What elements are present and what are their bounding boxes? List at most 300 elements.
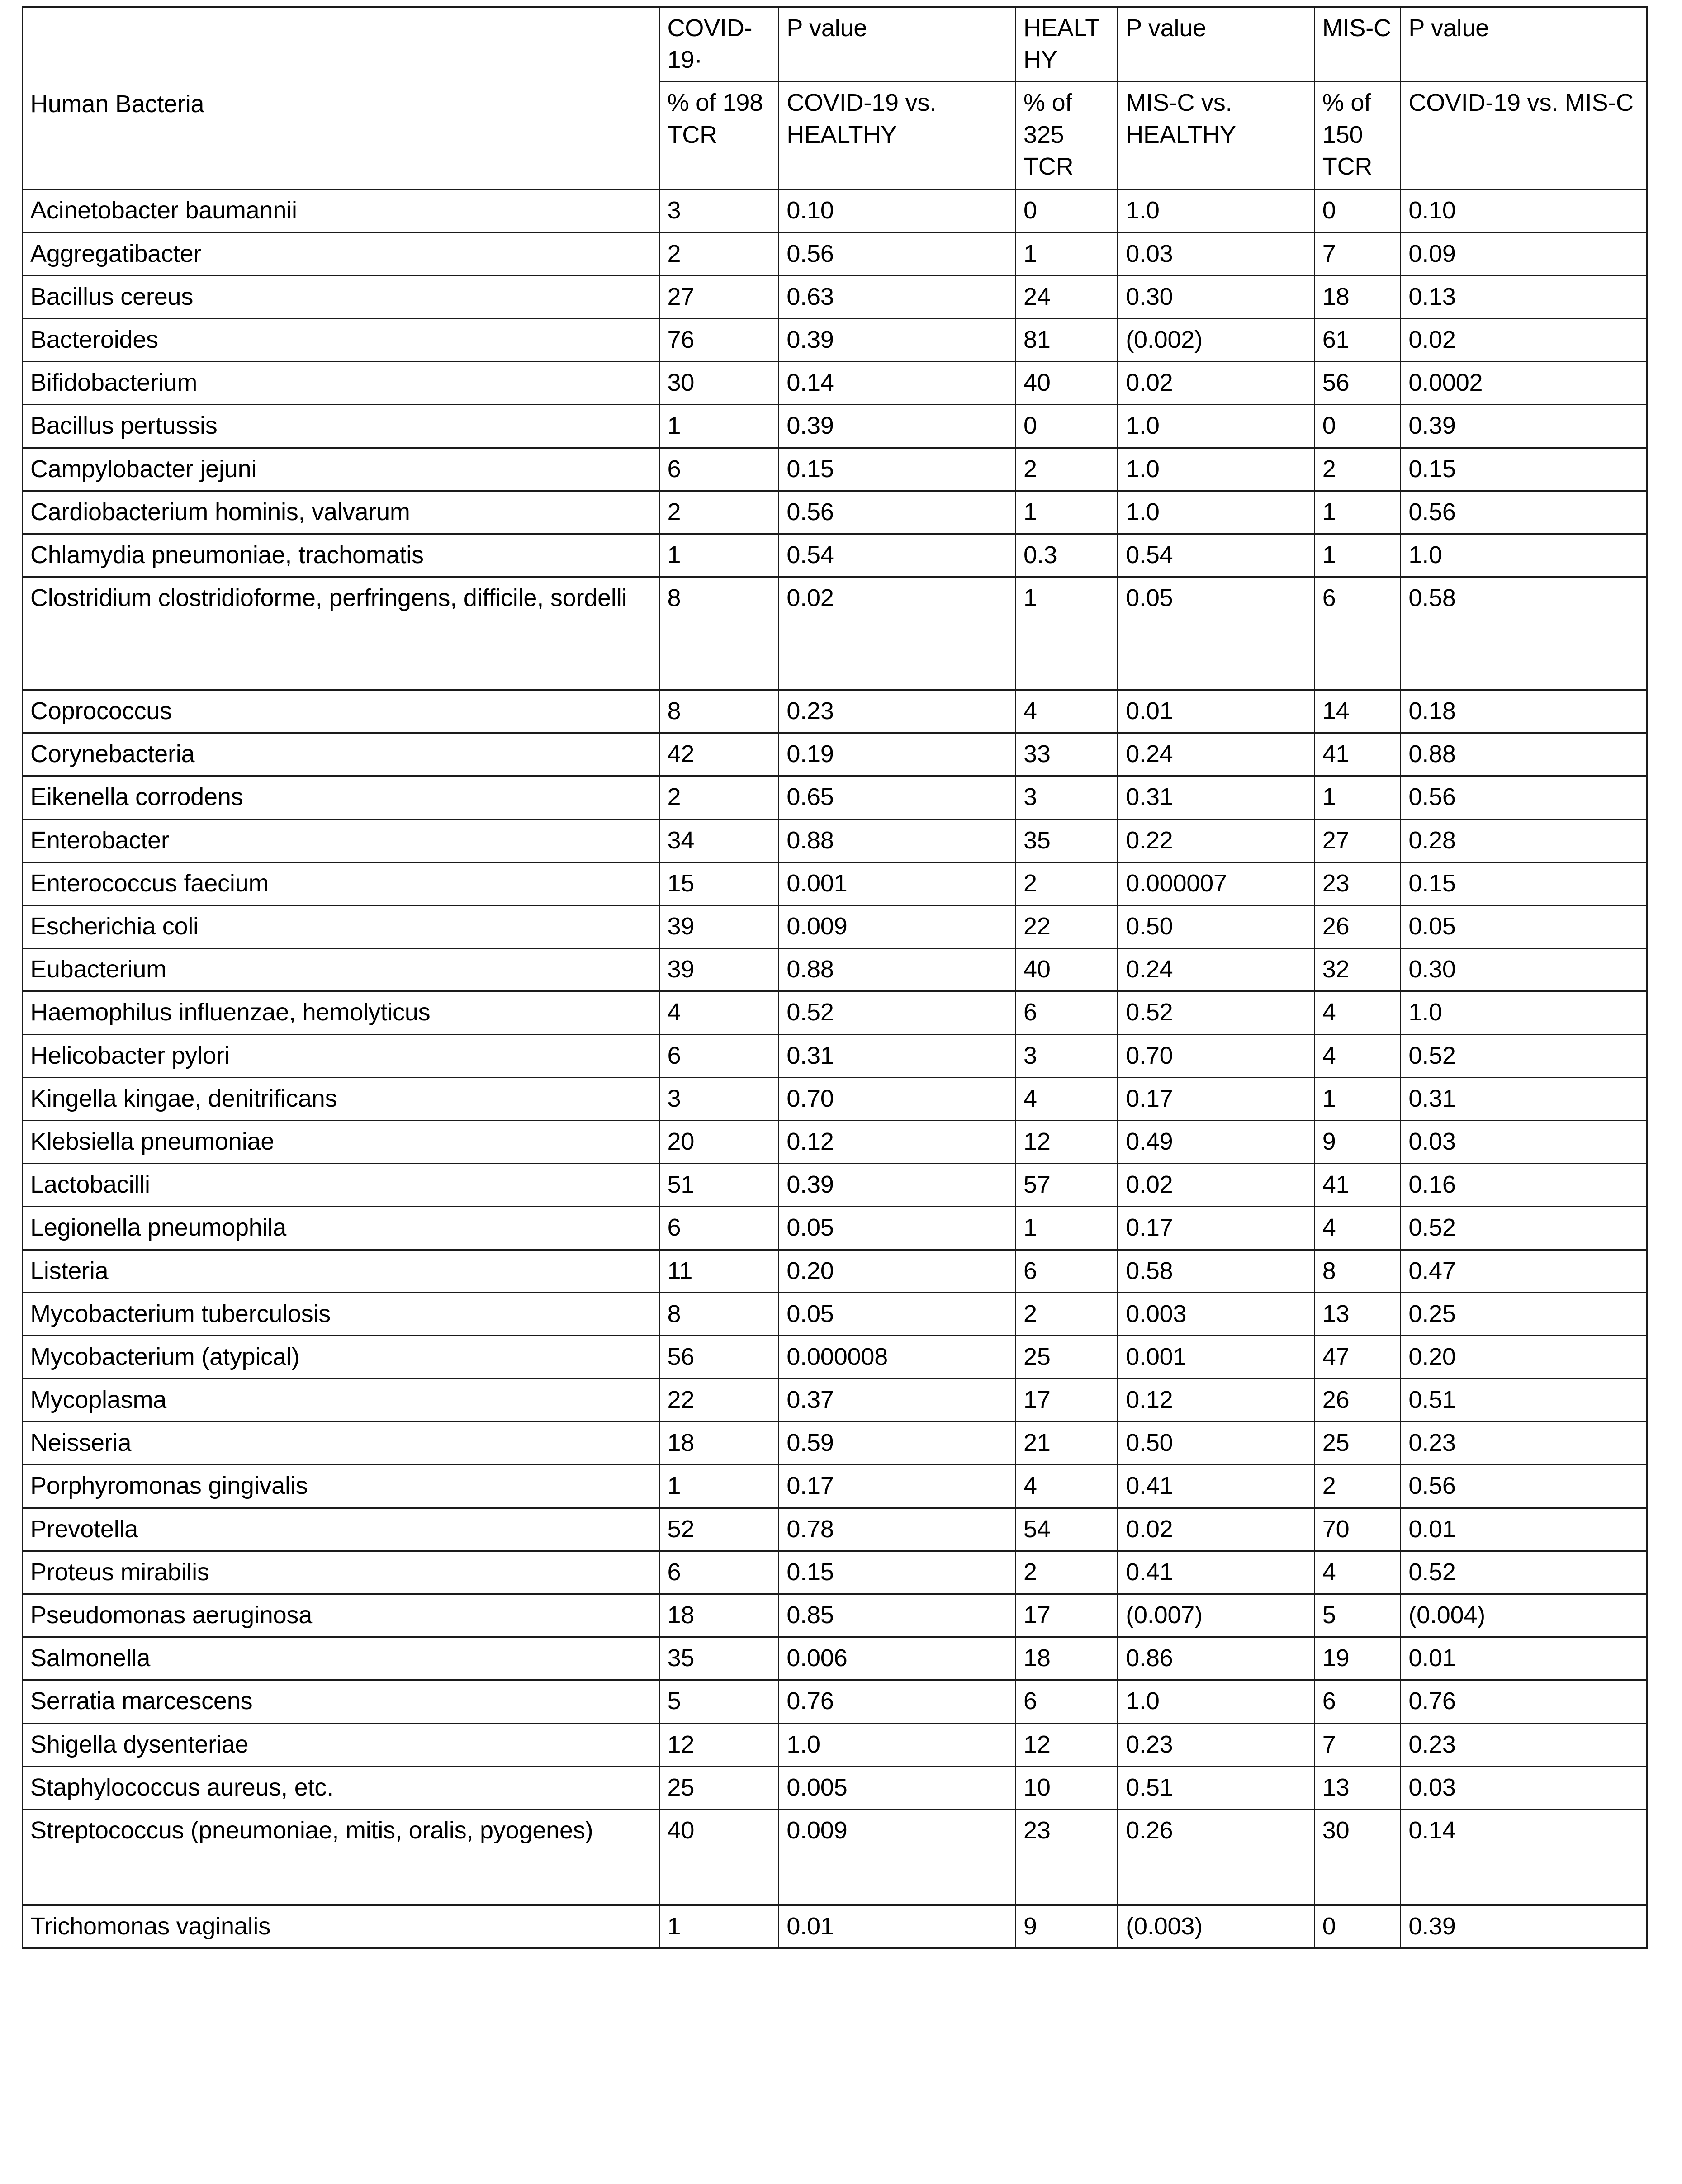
cell-healthy-pct: 4	[1016, 690, 1118, 733]
cell-bacteria-name: Campylobacter jejuni	[23, 448, 660, 491]
cell-covid19-pct: 52	[659, 1508, 779, 1551]
cell-covid19-pct: 3	[659, 190, 779, 232]
table-row	[23, 232, 1647, 275]
cell-bacteria-name: Aggregatibacter	[23, 232, 660, 275]
table-row	[23, 190, 1647, 232]
cell-misc-pct: 5	[1314, 1594, 1401, 1637]
cell-pvalue-covid-vs-healthy: 0.02	[779, 577, 1016, 690]
cell-pvalue-misc-vs-healthy: 0.41	[1118, 1551, 1315, 1594]
cell-covid19-pct: 35	[659, 1637, 779, 1680]
cell-pvalue-covid-vs-healthy: 0.000008	[779, 1336, 1016, 1379]
cell-bacteria-name: Mycoplasma	[23, 1379, 660, 1422]
cell-pvalue-misc-vs-healthy: 0.02	[1118, 1508, 1315, 1551]
cell-healthy-pct: 21	[1016, 1422, 1118, 1465]
table-row	[23, 733, 1647, 776]
cell-bacteria-name: Kingella kingae, denitrificans	[23, 1077, 660, 1120]
table-row	[23, 1766, 1647, 1809]
cell-pvalue-covid-vs-misc: 0.15	[1401, 448, 1647, 491]
table-row	[23, 534, 1647, 577]
cell-pvalue-covid-vs-healthy: 0.76	[779, 1680, 1016, 1723]
header-blank-corner	[23, 7, 660, 82]
cell-healthy-pct: 0.3	[1016, 534, 1118, 577]
cell-covid19-pct: 42	[659, 733, 779, 776]
cell-pvalue-covid-vs-healthy: 0.006	[779, 1637, 1016, 1680]
cell-covid19-pct: 8	[659, 1293, 779, 1336]
cell-pvalue-misc-vs-healthy: 0.001	[1118, 1336, 1315, 1379]
header-pvalue-1: P value	[779, 7, 1016, 82]
cell-pvalue-covid-vs-healthy: 0.12	[779, 1120, 1016, 1163]
cell-covid19-pct: 56	[659, 1336, 779, 1379]
cell-pvalue-covid-vs-misc: 0.23	[1401, 1422, 1647, 1465]
cell-pvalue-covid-vs-misc: 0.58	[1401, 577, 1647, 690]
cell-pvalue-covid-vs-healthy: 0.10	[779, 190, 1016, 232]
cell-bacteria-name: Chlamydia pneumoniae, trachomatis	[23, 534, 660, 577]
cell-misc-pct: 25	[1314, 1422, 1401, 1465]
table-header-row-2	[23, 82, 1647, 190]
cell-pvalue-covid-vs-misc: 0.39	[1401, 1905, 1647, 1948]
cell-pvalue-misc-vs-healthy: 0.86	[1118, 1637, 1315, 1680]
table-row	[23, 1809, 1647, 1905]
cell-pvalue-misc-vs-healthy: 0.70	[1118, 1034, 1315, 1077]
cell-pvalue-misc-vs-healthy: 0.17	[1118, 1207, 1315, 1250]
table-row	[23, 1508, 1647, 1551]
table-row	[23, 1207, 1647, 1250]
cell-pvalue-covid-vs-healthy: 0.05	[779, 1207, 1016, 1250]
cell-pvalue-covid-vs-healthy: 0.88	[779, 948, 1016, 991]
cell-misc-pct: 26	[1314, 1379, 1401, 1422]
table-row	[23, 1723, 1647, 1766]
cell-covid19-pct: 76	[659, 318, 779, 361]
cell-pvalue-covid-vs-misc: 0.56	[1401, 776, 1647, 819]
cell-pvalue-covid-vs-healthy: 0.15	[779, 448, 1016, 491]
cell-pvalue-covid-vs-healthy: 0.17	[779, 1465, 1016, 1508]
cell-bacteria-name: Acinetobacter baumannii	[23, 190, 660, 232]
cell-pvalue-misc-vs-healthy: 0.02	[1118, 1164, 1315, 1207]
cell-misc-pct: 1	[1314, 776, 1401, 819]
cell-healthy-pct: 25	[1016, 1336, 1118, 1379]
cell-pvalue-misc-vs-healthy: 0.24	[1118, 948, 1315, 991]
cell-misc-pct: 4	[1314, 1207, 1401, 1250]
cell-pvalue-misc-vs-healthy: 0.01	[1118, 690, 1315, 733]
cell-misc-pct: 61	[1314, 318, 1401, 361]
table-row	[23, 1465, 1647, 1508]
cell-pvalue-covid-vs-healthy: 0.23	[779, 690, 1016, 733]
cell-misc-pct: 2	[1314, 1465, 1401, 1508]
cell-pvalue-covid-vs-healthy: 0.005	[779, 1766, 1016, 1809]
cell-bacteria-name: Shigella dysenteriae	[23, 1723, 660, 1766]
cell-pvalue-covid-vs-healthy: 0.63	[779, 275, 1016, 318]
cell-covid19-pct: 1	[659, 1465, 779, 1508]
header-covid19-sub: % of 198 TCR	[659, 82, 779, 190]
cell-pvalue-misc-vs-healthy: 0.03	[1118, 232, 1315, 275]
cell-misc-pct: 56	[1314, 362, 1401, 405]
table-row	[23, 405, 1647, 448]
cell-misc-pct: 27	[1314, 819, 1401, 862]
cell-covid19-pct: 40	[659, 1809, 779, 1905]
cell-healthy-pct: 12	[1016, 1120, 1118, 1163]
cell-pvalue-covid-vs-misc: 0.51	[1401, 1379, 1647, 1422]
cell-healthy-pct: 2	[1016, 448, 1118, 491]
cell-misc-pct: 19	[1314, 1637, 1401, 1680]
cell-pvalue-covid-vs-healthy: 1.0	[779, 1723, 1016, 1766]
table-row	[23, 275, 1647, 318]
cell-misc-pct: 0	[1314, 1905, 1401, 1948]
cell-healthy-pct: 3	[1016, 1034, 1118, 1077]
cell-healthy-pct: 23	[1016, 1809, 1118, 1905]
cell-pvalue-covid-vs-misc: 0.10	[1401, 190, 1647, 232]
cell-pvalue-covid-vs-misc: 0.03	[1401, 1766, 1647, 1809]
cell-covid19-pct: 18	[659, 1422, 779, 1465]
cell-covid19-pct: 20	[659, 1120, 779, 1163]
cell-bacteria-name: Haemophilus influenzae, hemolyticus	[23, 991, 660, 1034]
table-row	[23, 1293, 1647, 1336]
cell-pvalue-misc-vs-healthy: 0.30	[1118, 275, 1315, 318]
cell-bacteria-name: Helicobacter pylori	[23, 1034, 660, 1077]
cell-covid19-pct: 12	[659, 1723, 779, 1766]
cell-pvalue-covid-vs-misc: 0.20	[1401, 1336, 1647, 1379]
table-row	[23, 1120, 1647, 1163]
cell-bacteria-name: Porphyromonas gingivalis	[23, 1465, 660, 1508]
cell-covid19-pct: 6	[659, 1207, 779, 1250]
cell-healthy-pct: 57	[1016, 1164, 1118, 1207]
cell-pvalue-covid-vs-healthy: 0.39	[779, 1164, 1016, 1207]
cell-pvalue-misc-vs-healthy: 0.17	[1118, 1077, 1315, 1120]
cell-pvalue-covid-vs-misc: 0.52	[1401, 1551, 1647, 1594]
cell-pvalue-misc-vs-healthy: 0.003	[1118, 1293, 1315, 1336]
cell-bacteria-name: Bacillus cereus	[23, 275, 660, 318]
header-human-bacteria: Human Bacteria	[23, 82, 660, 190]
table-row	[23, 819, 1647, 862]
cell-healthy-pct: 22	[1016, 905, 1118, 948]
cell-covid19-pct: 27	[659, 275, 779, 318]
cell-pvalue-covid-vs-misc: 0.03	[1401, 1120, 1647, 1163]
cell-healthy-pct: 2	[1016, 1551, 1118, 1594]
cell-pvalue-covid-vs-healthy: 0.37	[779, 1379, 1016, 1422]
cell-misc-pct: 70	[1314, 1508, 1401, 1551]
cell-misc-pct: 8	[1314, 1250, 1401, 1293]
cell-bacteria-name: Trichomonas vaginalis	[23, 1905, 660, 1948]
cell-bacteria-name: Corynebacteria	[23, 733, 660, 776]
cell-pvalue-covid-vs-misc: 0.25	[1401, 1293, 1647, 1336]
cell-pvalue-covid-vs-healthy: 0.01	[779, 1905, 1016, 1948]
cell-healthy-pct: 1	[1016, 232, 1118, 275]
cell-healthy-pct: 1	[1016, 491, 1118, 534]
cell-healthy-pct: 12	[1016, 1723, 1118, 1766]
cell-pvalue-covid-vs-healthy: 0.59	[779, 1422, 1016, 1465]
cell-bacteria-name: Enterococcus faecium	[23, 862, 660, 905]
cell-healthy-pct: 17	[1016, 1594, 1118, 1637]
cell-covid19-pct: 2	[659, 232, 779, 275]
table-row	[23, 991, 1647, 1034]
header-pvalue-1-sub: COVID-19 vs. HEALTHY	[779, 82, 1016, 190]
cell-healthy-pct: 81	[1016, 318, 1118, 361]
cell-pvalue-covid-vs-healthy: 0.78	[779, 1508, 1016, 1551]
cell-misc-pct: 32	[1314, 948, 1401, 991]
cell-covid19-pct: 2	[659, 491, 779, 534]
table-row	[23, 318, 1647, 361]
cell-bacteria-name: Clostridium clostridioforme, perfringens, difficile, sordelli	[23, 577, 660, 690]
cell-pvalue-covid-vs-misc: 0.23	[1401, 1723, 1647, 1766]
cell-covid19-pct: 6	[659, 1034, 779, 1077]
cell-pvalue-covid-vs-misc: 1.0	[1401, 534, 1647, 577]
cell-pvalue-covid-vs-healthy: 0.001	[779, 862, 1016, 905]
cell-bacteria-name: Lactobacilli	[23, 1164, 660, 1207]
cell-misc-pct: 6	[1314, 577, 1401, 690]
cell-bacteria-name: Serratia marcescens	[23, 1680, 660, 1723]
table-row	[23, 491, 1647, 534]
cell-healthy-pct: 40	[1016, 948, 1118, 991]
cell-pvalue-covid-vs-misc: 0.15	[1401, 862, 1647, 905]
cell-covid19-pct: 22	[659, 1379, 779, 1422]
cell-pvalue-misc-vs-healthy: 0.54	[1118, 534, 1315, 577]
cell-covid19-pct: 15	[659, 862, 779, 905]
cell-covid19-pct: 3	[659, 1077, 779, 1120]
cell-misc-pct: 23	[1314, 862, 1401, 905]
cell-healthy-pct: 1	[1016, 1207, 1118, 1250]
table-row	[23, 1422, 1647, 1465]
table-row	[23, 448, 1647, 491]
cell-misc-pct: 18	[1314, 275, 1401, 318]
cell-covid19-pct: 34	[659, 819, 779, 862]
cell-healthy-pct: 10	[1016, 1766, 1118, 1809]
cell-pvalue-covid-vs-healthy: 0.009	[779, 1809, 1016, 1905]
cell-misc-pct: 13	[1314, 1766, 1401, 1809]
table-row	[23, 1905, 1647, 1948]
cell-pvalue-misc-vs-healthy: 0.58	[1118, 1250, 1315, 1293]
cell-pvalue-misc-vs-healthy: 0.000007	[1118, 862, 1315, 905]
cell-covid19-pct: 1	[659, 1905, 779, 1948]
cell-pvalue-covid-vs-healthy: 0.15	[779, 1551, 1016, 1594]
cell-pvalue-misc-vs-healthy: 0.41	[1118, 1465, 1315, 1508]
cell-covid19-pct: 39	[659, 905, 779, 948]
cell-pvalue-covid-vs-misc: 0.31	[1401, 1077, 1647, 1120]
cell-covid19-pct: 39	[659, 948, 779, 991]
table-row	[23, 1034, 1647, 1077]
header-misc: MIS-C	[1314, 7, 1401, 82]
cell-healthy-pct: 18	[1016, 1637, 1118, 1680]
cell-covid19-pct: 1	[659, 534, 779, 577]
cell-bacteria-name: Coprococcus	[23, 690, 660, 733]
cell-healthy-pct: 0	[1016, 405, 1118, 448]
header-covid19: COVID-19·	[659, 7, 779, 82]
cell-misc-pct: 13	[1314, 1293, 1401, 1336]
cell-bacteria-name: Mycobacterium (atypical)	[23, 1336, 660, 1379]
cell-healthy-pct: 40	[1016, 362, 1118, 405]
cell-pvalue-misc-vs-healthy: 0.50	[1118, 905, 1315, 948]
cell-healthy-pct: 1	[1016, 577, 1118, 690]
cell-misc-pct: 4	[1314, 1034, 1401, 1077]
cell-healthy-pct: 6	[1016, 1250, 1118, 1293]
table-row	[23, 1637, 1647, 1680]
cell-bacteria-name: Escherichia coli	[23, 905, 660, 948]
cell-bacteria-name: Eikenella corrodens	[23, 776, 660, 819]
table-header	[23, 7, 1647, 190]
table-row	[23, 1551, 1647, 1594]
cell-bacteria-name: Eubacterium	[23, 948, 660, 991]
cell-pvalue-misc-vs-healthy: 0.52	[1118, 991, 1315, 1034]
cell-misc-pct: 41	[1314, 733, 1401, 776]
cell-bacteria-name: Streptococcus (pneumoniae, mitis, oralis, pyogenes)	[23, 1809, 660, 1905]
cell-bacteria-name: Legionella pneumophila	[23, 1207, 660, 1250]
header-pvalue-3: P value	[1401, 7, 1647, 82]
cell-misc-pct: 0	[1314, 190, 1401, 232]
table-row	[23, 362, 1647, 405]
cell-misc-pct: 7	[1314, 232, 1401, 275]
cell-bacteria-name: Salmonella	[23, 1637, 660, 1680]
cell-pvalue-covid-vs-healthy: 0.20	[779, 1250, 1016, 1293]
cell-bacteria-name: Klebsiella pneumoniae	[23, 1120, 660, 1163]
table-row	[23, 1077, 1647, 1120]
cell-misc-pct: 2	[1314, 448, 1401, 491]
table-row	[23, 1379, 1647, 1422]
cell-pvalue-covid-vs-misc: 0.14	[1401, 1809, 1647, 1905]
cell-covid19-pct: 6	[659, 448, 779, 491]
cell-pvalue-covid-vs-healthy: 0.39	[779, 318, 1016, 361]
cell-pvalue-covid-vs-healthy: 0.14	[779, 362, 1016, 405]
cell-pvalue-covid-vs-misc: 0.05	[1401, 905, 1647, 948]
cell-pvalue-misc-vs-healthy: 1.0	[1118, 491, 1315, 534]
cell-covid19-pct: 4	[659, 991, 779, 1034]
cell-bacteria-name: Proteus mirabilis	[23, 1551, 660, 1594]
cell-pvalue-misc-vs-healthy: (0.007)	[1118, 1594, 1315, 1637]
cell-covid19-pct: 8	[659, 577, 779, 690]
cell-healthy-pct: 54	[1016, 1508, 1118, 1551]
cell-pvalue-misc-vs-healthy: 0.31	[1118, 776, 1315, 819]
cell-healthy-pct: 2	[1016, 862, 1118, 905]
cell-pvalue-covid-vs-misc: 0.47	[1401, 1250, 1647, 1293]
table-row	[23, 1594, 1647, 1637]
cell-pvalue-covid-vs-misc: 0.01	[1401, 1637, 1647, 1680]
cell-pvalue-misc-vs-healthy: (0.002)	[1118, 318, 1315, 361]
table-row	[23, 948, 1647, 991]
cell-covid19-pct: 6	[659, 1551, 779, 1594]
header-pvalue-2: P value	[1118, 7, 1315, 82]
header-misc-sub: % of 150 TCR	[1314, 82, 1401, 190]
cell-misc-pct: 9	[1314, 1120, 1401, 1163]
cell-covid19-pct: 11	[659, 1250, 779, 1293]
cell-healthy-pct: 4	[1016, 1465, 1118, 1508]
cell-misc-pct: 1	[1314, 534, 1401, 577]
cell-healthy-pct: 6	[1016, 1680, 1118, 1723]
cell-misc-pct: 1	[1314, 1077, 1401, 1120]
cell-pvalue-covid-vs-misc: 0.52	[1401, 1034, 1647, 1077]
cell-covid19-pct: 18	[659, 1594, 779, 1637]
cell-bacteria-name: Cardiobacterium hominis, valvarum	[23, 491, 660, 534]
cell-misc-pct: 47	[1314, 1336, 1401, 1379]
cell-misc-pct: 14	[1314, 690, 1401, 733]
cell-pvalue-covid-vs-healthy: 0.56	[779, 232, 1016, 275]
cell-pvalue-misc-vs-healthy: 0.50	[1118, 1422, 1315, 1465]
cell-misc-pct: 4	[1314, 1551, 1401, 1594]
cell-covid19-pct: 1	[659, 405, 779, 448]
cell-pvalue-covid-vs-misc: 0.28	[1401, 819, 1647, 862]
cell-covid19-pct: 51	[659, 1164, 779, 1207]
cell-misc-pct: 26	[1314, 905, 1401, 948]
cell-pvalue-covid-vs-healthy: 0.19	[779, 733, 1016, 776]
cell-pvalue-covid-vs-healthy: 0.009	[779, 905, 1016, 948]
table-row	[23, 1164, 1647, 1207]
cell-pvalue-misc-vs-healthy: 0.22	[1118, 819, 1315, 862]
cell-healthy-pct: 2	[1016, 1293, 1118, 1336]
cell-pvalue-covid-vs-healthy: 0.52	[779, 991, 1016, 1034]
table-row	[23, 862, 1647, 905]
cell-bacteria-name: Staphylococcus aureus, etc.	[23, 1766, 660, 1809]
cell-pvalue-covid-vs-misc: 0.13	[1401, 275, 1647, 318]
cell-healthy-pct: 35	[1016, 819, 1118, 862]
cell-pvalue-misc-vs-healthy: 0.05	[1118, 577, 1315, 690]
cell-pvalue-misc-vs-healthy: 1.0	[1118, 190, 1315, 232]
cell-misc-pct: 41	[1314, 1164, 1401, 1207]
cell-misc-pct: 0	[1314, 405, 1401, 448]
cell-pvalue-misc-vs-healthy: 0.23	[1118, 1723, 1315, 1766]
header-healthy-sub: % of 325 TCR	[1016, 82, 1118, 190]
cell-pvalue-misc-vs-healthy: 1.0	[1118, 405, 1315, 448]
cell-covid19-pct: 25	[659, 1766, 779, 1809]
cell-pvalue-covid-vs-misc: 0.30	[1401, 948, 1647, 991]
cell-pvalue-covid-vs-misc: 0.56	[1401, 1465, 1647, 1508]
cell-pvalue-covid-vs-healthy: 0.88	[779, 819, 1016, 862]
cell-misc-pct: 30	[1314, 1809, 1401, 1905]
table-row	[23, 905, 1647, 948]
cell-pvalue-misc-vs-healthy: 1.0	[1118, 1680, 1315, 1723]
cell-pvalue-covid-vs-misc: 0.76	[1401, 1680, 1647, 1723]
cell-pvalue-covid-vs-misc: 0.16	[1401, 1164, 1647, 1207]
cell-pvalue-misc-vs-healthy: 0.26	[1118, 1809, 1315, 1905]
cell-healthy-pct: 0	[1016, 190, 1118, 232]
cell-pvalue-covid-vs-misc: 0.39	[1401, 405, 1647, 448]
cell-covid19-pct: 30	[659, 362, 779, 405]
cell-pvalue-misc-vs-healthy: (0.003)	[1118, 1905, 1315, 1948]
table-header-row-1	[23, 7, 1647, 82]
cell-covid19-pct: 2	[659, 776, 779, 819]
cell-healthy-pct: 3	[1016, 776, 1118, 819]
cell-pvalue-misc-vs-healthy: 0.12	[1118, 1379, 1315, 1422]
cell-pvalue-covid-vs-misc: 0.52	[1401, 1207, 1647, 1250]
cell-pvalue-covid-vs-misc: 0.18	[1401, 690, 1647, 733]
cell-pvalue-covid-vs-healthy: 0.39	[779, 405, 1016, 448]
cell-pvalue-misc-vs-healthy: 0.24	[1118, 733, 1315, 776]
cell-pvalue-covid-vs-misc: 0.02	[1401, 318, 1647, 361]
cell-bacteria-name: Bifidobacterium	[23, 362, 660, 405]
cell-pvalue-covid-vs-misc: 0.88	[1401, 733, 1647, 776]
cell-misc-pct: 1	[1314, 491, 1401, 534]
cell-pvalue-covid-vs-healthy: 0.54	[779, 534, 1016, 577]
cell-pvalue-covid-vs-healthy: 0.05	[779, 1293, 1016, 1336]
cell-healthy-pct: 6	[1016, 991, 1118, 1034]
cell-pvalue-misc-vs-healthy: 0.51	[1118, 1766, 1315, 1809]
cell-covid19-pct: 8	[659, 690, 779, 733]
cell-pvalue-covid-vs-misc: 0.0002	[1401, 362, 1647, 405]
cell-pvalue-misc-vs-healthy: 0.49	[1118, 1120, 1315, 1163]
cell-bacteria-name: Bacteroides	[23, 318, 660, 361]
header-healthy: HEALTHY	[1016, 7, 1118, 82]
cell-pvalue-covid-vs-misc: (0.004)	[1401, 1594, 1647, 1637]
cell-pvalue-covid-vs-misc: 0.09	[1401, 232, 1647, 275]
cell-bacteria-name: Prevotella	[23, 1508, 660, 1551]
table-row	[23, 776, 1647, 819]
cell-pvalue-covid-vs-misc: 0.56	[1401, 491, 1647, 534]
table-body	[23, 190, 1647, 1948]
table-row	[23, 1680, 1647, 1723]
header-pvalue-3-sub: COVID-19 vs. MIS-C	[1401, 82, 1647, 190]
cell-bacteria-name: Pseudomonas aeruginosa	[23, 1594, 660, 1637]
cell-bacteria-name: Listeria	[23, 1250, 660, 1293]
cell-pvalue-covid-vs-healthy: 0.56	[779, 491, 1016, 534]
cell-pvalue-covid-vs-misc: 0.01	[1401, 1508, 1647, 1551]
table-row	[23, 1250, 1647, 1293]
cell-bacteria-name: Enterobacter	[23, 819, 660, 862]
table-row	[23, 690, 1647, 733]
